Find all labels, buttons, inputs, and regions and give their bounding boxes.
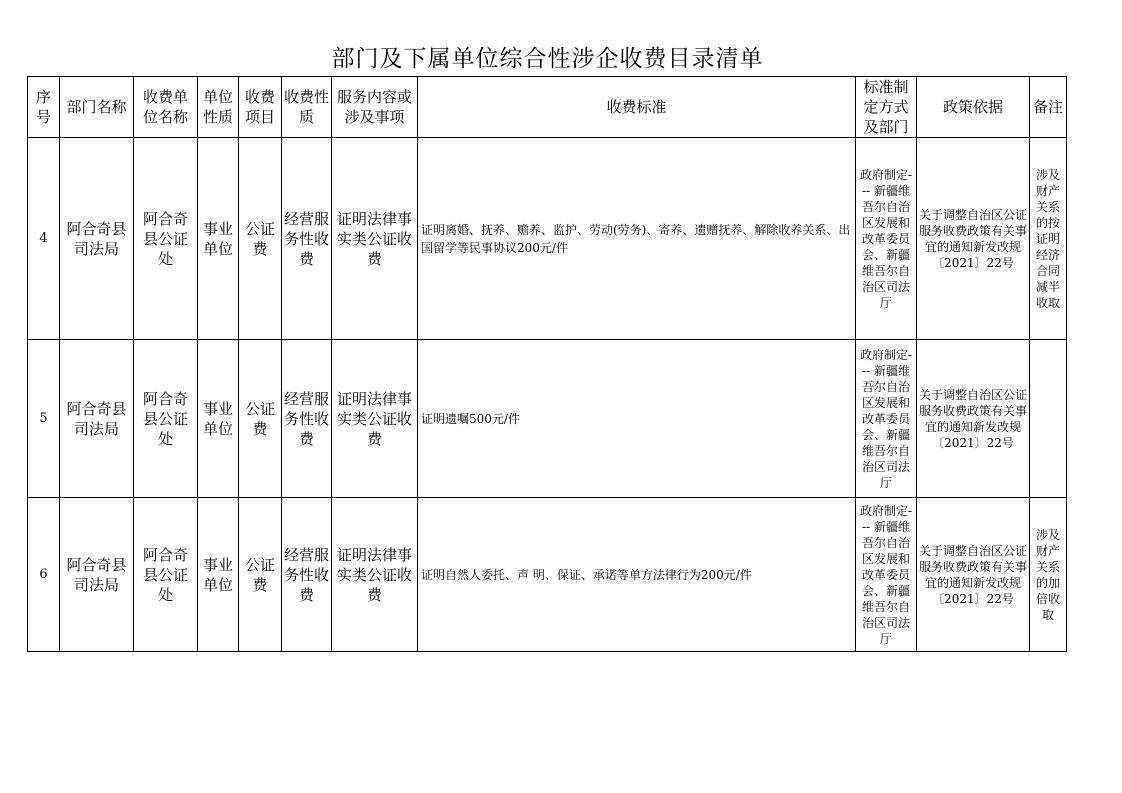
header-service: 服务内容或涉及事项 [332, 77, 418, 138]
page-title: 部门及下属单位综合性涉企收费目录清单 [331, 46, 764, 72]
cell-seq: 5 [28, 340, 60, 498]
header-row [28, 77, 1067, 138]
fee-catalog-table [27, 76, 1067, 652]
header-item: 收费项目 [239, 77, 282, 138]
table-row [28, 340, 1067, 498]
cell-item: 公证费 [239, 340, 282, 498]
cell-seq: 4 [28, 138, 60, 340]
header-basis: 政策依据 [917, 77, 1030, 138]
cell-fee-nature: 经营服务性收费 [282, 138, 332, 340]
cell-unit: 阿合奇县公证处 [134, 498, 198, 652]
cell-remark: 涉及财产关系的加倍收取 [1030, 498, 1067, 652]
table-row [28, 138, 1067, 340]
cell-fee-nature: 经营服务性收费 [282, 340, 332, 498]
header-nature: 单位性质 [198, 77, 239, 138]
cell-standard: 证明自然人委托、声 明、保证、承诺等单方法律行为200元/件 [418, 498, 856, 652]
cell-seq: 6 [28, 498, 60, 652]
cell-unit: 阿合奇县公证处 [134, 138, 198, 340]
cell-service: 证明法律事实类公证收费 [332, 138, 418, 340]
cell-item: 公证费 [239, 138, 282, 340]
cell-standard: 证明离婚、抚养、赡养、监护、劳动(劳务)、寄养、遗赠抚养、解除收养关系、出国留学等民事协议200元/件 [418, 138, 856, 340]
cell-dept: 阿合奇县司法局 [60, 498, 134, 652]
table-row [28, 498, 1067, 652]
cell-method: 政府制定--- 新疆维吾尔自治区发展和改革委员会、新疆维吾尔自治区司法厅 [856, 138, 917, 340]
header-unit: 收费单位名称 [134, 77, 198, 138]
cell-nature: 事业单位 [198, 340, 239, 498]
cell-standard: 证明遗嘱500元/件 [418, 340, 856, 498]
cell-dept: 阿合奇县司法局 [60, 138, 134, 340]
cell-nature: 事业单位 [198, 498, 239, 652]
cell-method: 政府制定--- 新疆维吾尔自治区发展和改革委员会、新疆维吾尔自治区司法厅 [856, 498, 917, 652]
cell-remark [1030, 340, 1067, 498]
cell-dept: 阿合奇县司法局 [60, 340, 134, 498]
header-seq: 序号 [28, 77, 60, 138]
cell-fee-nature: 经营服务性收费 [282, 498, 332, 652]
cell-unit: 阿合奇县公证处 [134, 340, 198, 498]
header-standard: 收费标准 [418, 77, 856, 138]
header-method: 标准制定方式及部门 [856, 77, 917, 138]
cell-remark: 涉及财产关系的按证明经济合同减半收取 [1030, 138, 1067, 340]
cell-service: 证明法律事实类公证收费 [332, 498, 418, 652]
header-remark: 备注 [1030, 77, 1067, 138]
cell-service: 证明法律事实类公证收费 [332, 340, 418, 498]
cell-basis: 关于调整自治区公证服务收费政策有关事宜的通知新发改规〔2021〕22号 [917, 498, 1030, 652]
cell-method: 政府制定--- 新疆维吾尔自治区发展和改革委员会、新疆维吾尔自治区司法厅 [856, 340, 917, 498]
header-fee-nature: 收费性质 [282, 77, 332, 138]
cell-basis: 关于调整自治区公证服务收费政策有关事宜的通知新发改规〔2021〕22号 [917, 340, 1030, 498]
header-dept: 部门名称 [60, 77, 134, 138]
cell-nature: 事业单位 [198, 138, 239, 340]
cell-basis: 关于调整自治区公证服务收费政策有关事宜的通知新发改规〔2021〕22号 [917, 138, 1030, 340]
cell-item: 公证费 [239, 498, 282, 652]
